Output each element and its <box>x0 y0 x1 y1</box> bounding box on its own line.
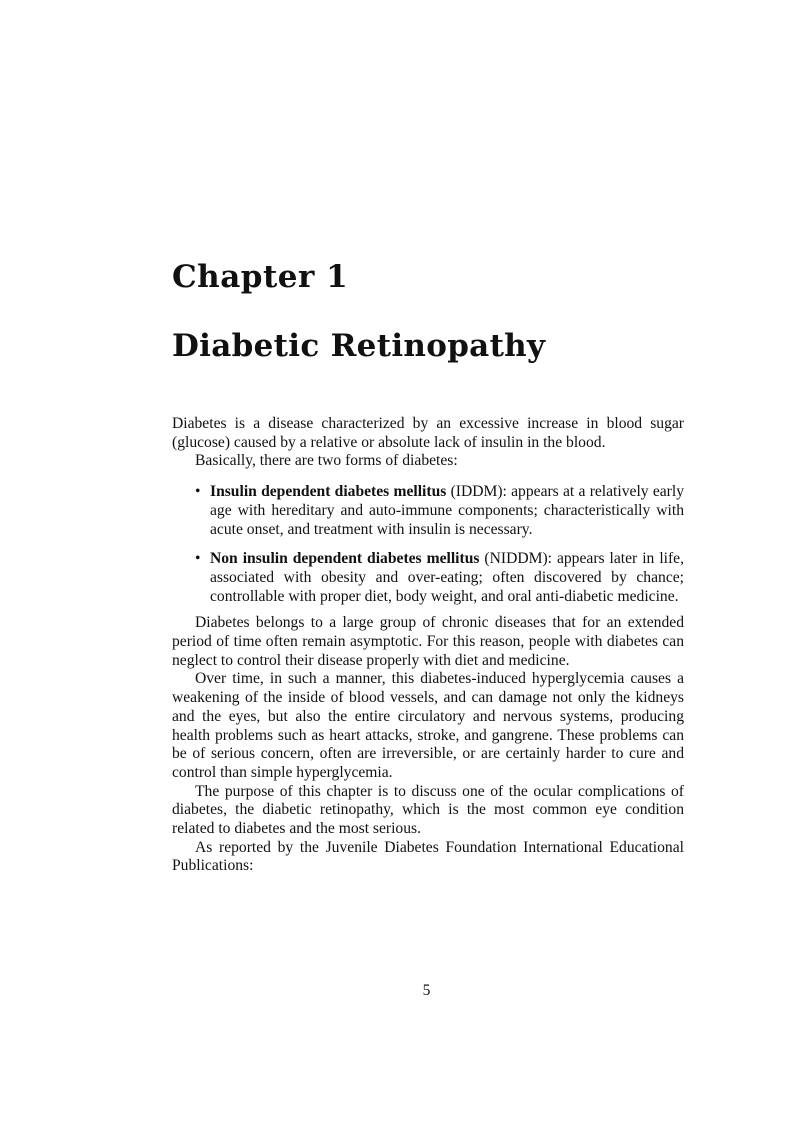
bullet-icon: • <box>195 550 201 568</box>
paragraph-hyperglycemia: Over time, in such a manner, this diabetes-induced hyperglycemia causes a weakening of the inside of blood vessels, and can damage not only the kidneys and the eyes, but also the entire circulatory and nervous systems, producing health problems such as heart attacks, stroke, and gangrene. These problems can be of serious concern, often are irreversible, or are certainly harder to cure and control than simple hyperglycemia. <box>172 670 684 781</box>
chapter-body <box>172 415 684 876</box>
paragraph-chronic: Diabetes belongs to a large group of chronic diseases that for an extended period of time often remain asymptotic. For this reason, people with diabetes can neglect to control their disease properly with diet and medicine. <box>172 614 684 669</box>
term-niddm: Non insulin dependent diabetes mellitus <box>210 550 480 568</box>
list-item-niddm <box>195 550 684 606</box>
term-iddm: Insulin dependent diabetes mellitus <box>210 483 447 501</box>
chapter-label: Chapter 1 <box>172 259 349 295</box>
paragraph-intro: Diabetes is a disease characterized by an excessive increase in blood sugar (glucose) caused by a relative or absolute lack of insulin in the blood. <box>172 415 684 451</box>
paragraph-jdfi: As reported by the Juvenile Diabetes Foundation International Educational Publications: <box>172 838 684 875</box>
paragraph-purpose: The purpose of this chapter is to discuss one of the ocular complications of diabetes, the diabetic retinopathy, which is the most common eye condition related to diabetes and the most serious. <box>172 782 684 838</box>
diabetes-forms-list <box>172 483 684 606</box>
bullet-icon: • <box>195 483 201 501</box>
chapter-title: Diabetic Retinopathy <box>172 328 546 364</box>
definition-niddm: (NIDDM): appears later in life, associated with obesity and over-eating; often discovered by chance; controllable with proper diet, body weight, and oral anti-diabetic medicine. <box>210 550 684 605</box>
definition-iddm: (IDDM): appears at a relatively early age with hereditary and auto-immune components; characteristically with acute onset, and treatment with insulin is necessary. <box>210 483 684 538</box>
paragraph-forms: Basically, there are two forms of diabetes: <box>195 452 458 470</box>
list-item-iddm <box>195 483 684 539</box>
page-number: 5 <box>422 982 431 999</box>
